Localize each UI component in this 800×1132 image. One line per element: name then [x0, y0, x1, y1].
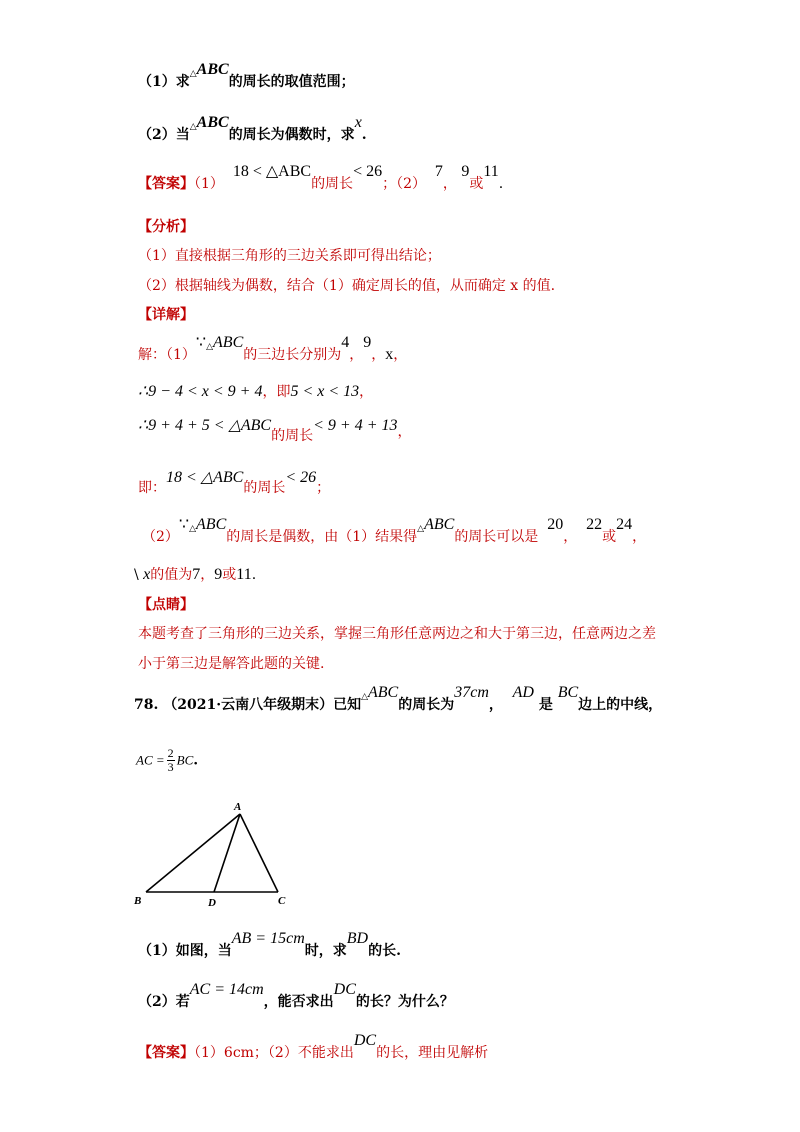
q78-p2-end: 的长？为什么？ — [355, 994, 454, 1010]
answer77-v2: 9 — [461, 163, 470, 180]
q78-p1-mid: 时，求 — [304, 943, 347, 959]
detail-l1-end: ， — [393, 347, 408, 363]
detail-l3-math: ∴9 + 4 + 5 < △ABC — [138, 417, 272, 434]
q78-ad: AD — [512, 684, 534, 701]
detail-l6-or: 或 — [222, 567, 237, 583]
detail-l6-end: . — [251, 567, 257, 583]
detail-l5-v1: 20 — [547, 516, 564, 533]
detail-line-1 — [138, 334, 408, 363]
side-ac — [240, 814, 278, 892]
answer77-v1: 7 — [434, 163, 443, 180]
triangle-symbol: △ — [361, 692, 368, 702]
detail-l1-c2: ， — [371, 347, 386, 363]
detail-l5-c1: ， — [563, 529, 578, 545]
vertex-c-label: C — [278, 895, 286, 907]
detail-l4-math2: < 26 — [285, 469, 317, 486]
q78-mid1: 的周长为 — [398, 697, 455, 713]
detail-l6-v2: 9 — [214, 566, 223, 583]
q78-part2 — [138, 981, 454, 1010]
abc-label: ABC — [424, 516, 455, 533]
detail-l4-prefix: 即： — [138, 480, 166, 496]
detail-l6-v3: 11 — [236, 566, 252, 583]
q78-source: （2021·云南八年级期末）已知 — [163, 697, 362, 713]
detail-l3-math2: < 9 + 4 + 13 — [313, 417, 398, 434]
detail-l1-v1: 4 — [341, 334, 350, 351]
because-symbol: ∵ — [178, 516, 190, 533]
abc-label: ABC — [213, 334, 244, 351]
detail-l5-end: ， — [632, 529, 647, 545]
q78-p2-dc: DC — [333, 981, 356, 998]
triangle-symbol: △ — [206, 342, 214, 352]
answer77-ineq-end: < 26 — [353, 163, 383, 180]
detail-l6-v1: 7 — [192, 566, 201, 583]
comment-tag: 【点睛】 — [138, 597, 194, 613]
detail-line-6 — [134, 567, 256, 583]
detail-l6-mid: 的值为 — [150, 567, 193, 583]
q78-comma: ， — [488, 697, 503, 713]
side-ab — [146, 814, 240, 892]
q78-p1-math: AB = 15cm — [231, 930, 305, 947]
answer77-ineq-suffix: 的周长 — [311, 176, 354, 192]
detail-l5-v2: 22 — [586, 516, 603, 533]
q77-part1-prefix: （1）求 — [138, 74, 190, 90]
detail-line-4 — [138, 469, 331, 496]
analysis-line-2: （2）根据轴线为偶数，结合（1）确定周长的值，从而确定 x 的值. — [138, 278, 556, 294]
q78-p2-mid: ，能否求出 — [263, 994, 334, 1010]
q78-number: 78. — [134, 697, 159, 713]
triangle-symbol: △ — [189, 122, 197, 132]
comment-line-1: 本题考查了三角形的三边关系，掌握三角形任意两边之和大于第三边，任意两边之差 — [138, 626, 656, 642]
detail-l2-math: ∴9 − 4 < x < 9 + 4 — [138, 383, 263, 400]
q77-part2-end: . — [361, 127, 367, 143]
answer-tag: 【答案】 — [138, 176, 194, 192]
abc-label: ABC — [368, 684, 399, 701]
detail-l5-v3: 24 — [616, 516, 633, 533]
detail-l2-mid: ，即 — [262, 384, 291, 400]
detail-l5-prefix: （2） — [142, 529, 179, 545]
triangle-symbol: △ — [189, 69, 197, 79]
detail-l2-end: ， — [359, 384, 374, 400]
q78-ac-relation — [136, 747, 198, 774]
detail-l6-x: x — [143, 566, 151, 583]
detail-l2-math2: 5 < x < 13 — [290, 383, 360, 400]
q78-ac-eq: AC = — [136, 752, 165, 768]
detail-l5-or: 或 — [602, 529, 617, 545]
triangle-symbol: △ — [189, 524, 197, 534]
answer77-end: . — [498, 176, 504, 192]
detail-l5-mid: 的周长是偶数，由（1）结果得 — [226, 529, 418, 545]
triangle-symbol: △ — [417, 524, 425, 534]
detail-l1-mid: 的三边长分别为 — [243, 347, 342, 363]
q77-part2-suffix: 的周长为偶数时，求 — [228, 127, 355, 143]
answer78-line — [138, 1032, 489, 1061]
q78-perimeter: 37cm — [454, 684, 489, 701]
analysis-tag: 【分析】 — [138, 219, 194, 235]
answer78-text: （1）6cm；（2）不能求出 — [194, 1045, 354, 1061]
fraction-two-thirds — [167, 747, 175, 774]
detail-l1-prefix: 解：（1） — [138, 347, 196, 363]
detail-l3-end: ， — [397, 424, 412, 440]
analysis-line-1: （1）直接根据三角形的三边关系即可得出结论； — [138, 248, 441, 264]
answer78-end: 的长，理由见解析 — [376, 1045, 489, 1061]
detail-line-3 — [138, 417, 412, 444]
answer78-dc: DC — [353, 1032, 377, 1049]
detail-tag: 【详解】 — [138, 307, 194, 323]
q78-p2-math: AC = 14cm — [189, 981, 264, 998]
answer77-p1: （1） — [194, 176, 224, 192]
answer77-ineq: 18 < △ABC — [232, 163, 312, 180]
q78-p1-bd: BD — [346, 930, 369, 947]
because-symbol: ∵ — [195, 334, 207, 351]
detail-line-5 — [142, 516, 647, 545]
fraction-denominator: 3 — [167, 760, 174, 775]
q78-part1 — [138, 930, 401, 959]
q78-stem — [134, 684, 663, 713]
detail-l1-v2: 9 — [363, 334, 372, 351]
answer77-sep: ；（2） — [382, 176, 427, 192]
q77-part2-prefix: （2）当 — [138, 127, 190, 143]
detail-l3-mid: 的周长 — [271, 428, 314, 444]
q78-p1-end: 的长. — [368, 943, 401, 959]
q78-mid2: 边上的中线， — [578, 697, 663, 713]
detail-l4-math: 18 < △ABC — [166, 469, 244, 486]
answer77-comma: ， — [442, 176, 457, 192]
answer77-line — [138, 163, 504, 192]
point-d-label: D — [208, 897, 216, 909]
detail-l1-x: x — [385, 346, 394, 363]
abc-label: ABC — [196, 114, 229, 131]
q78-bc: BC — [557, 684, 579, 701]
detail-l4-end: ； — [316, 480, 331, 496]
detail-l6-c1: ， — [200, 567, 215, 583]
detail-l4-mid: 的周长 — [243, 480, 286, 496]
detail-l5-mid2: 的周长可以是 — [454, 529, 539, 545]
answer77-or: 或 — [469, 176, 484, 192]
q77-part1-suffix: 的周长的取值范围； — [228, 74, 355, 90]
q78-p2-prefix: （2）若 — [138, 994, 190, 1010]
x-variable: x — [354, 114, 362, 131]
vertex-b-label: B — [134, 895, 142, 907]
comment-line-2: 小于第三边是解答此题的关键. — [138, 656, 325, 672]
fraction-numerator: 2 — [167, 746, 174, 760]
detail-l6-prefix: \ — [134, 567, 139, 583]
detail-l1-c1: ， — [349, 347, 364, 363]
q78-end: . — [193, 752, 199, 769]
triangle-figure — [128, 800, 298, 910]
q78-bc2: BC — [176, 752, 194, 768]
q77-part1 — [138, 61, 355, 90]
q78-is: 是 — [538, 697, 553, 713]
answer77-v3: 11 — [483, 163, 499, 180]
detail-line-2 — [138, 384, 373, 400]
q78-p1-prefix: （1）如图，当 — [138, 943, 232, 959]
abc-label: ABC — [196, 61, 229, 78]
q77-part2 — [138, 114, 367, 143]
answer-tag: 【答案】 — [138, 1045, 194, 1061]
vertex-a-label: A — [234, 801, 242, 813]
abc-label: ABC — [196, 516, 227, 533]
